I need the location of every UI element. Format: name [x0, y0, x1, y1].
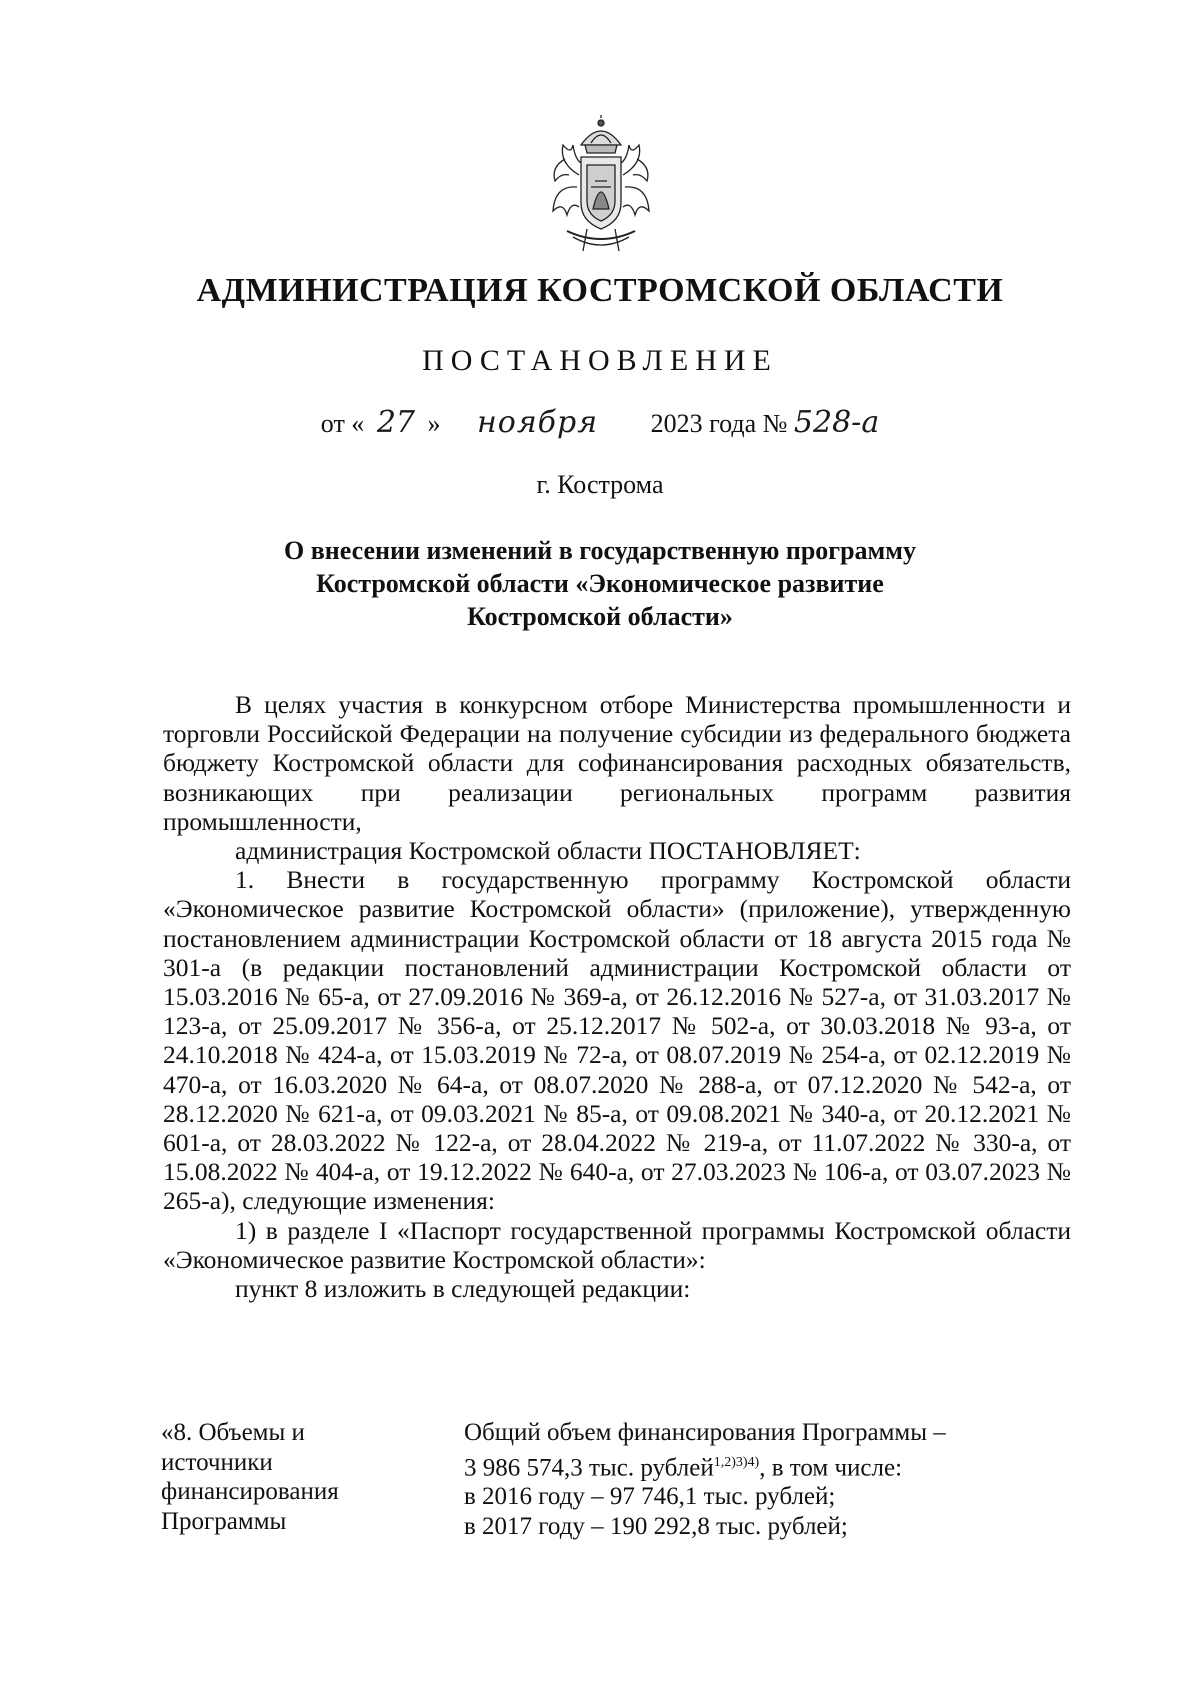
total-line: Общий объем финансирования Программы –	[464, 1419, 946, 1446]
passport-label	[161, 1418, 451, 1536]
city-name: г. Кострома	[536, 470, 664, 499]
year-2017-line: в 2017 году – 190 292,8 тыс. рублей;	[464, 1512, 848, 1540]
document-body	[163, 690, 1071, 1303]
total-amount-line	[464, 1448, 1071, 1483]
agency-name: АДМИНИСТРАЦИЯ КОСТРОМСКОЙ ОБЛАСТИ	[196, 272, 1004, 309]
date-month-handwritten: ноября	[477, 405, 599, 440]
title-line: Костромской области»	[467, 602, 733, 631]
paragraph-subitem-1: 1) в разделе I «Паспорт государственной программы Костромской области «Экономическое развитие Костромской области»:	[163, 1215, 1071, 1274]
date-day-handwritten: 27	[376, 405, 415, 440]
label-line: Программы	[161, 1507, 287, 1535]
document-type: ПОСТАНОВЛЕНИЕ	[422, 344, 778, 377]
date-prefix: от «	[320, 409, 365, 438]
paragraph-point-8: пункт 8 изложить в следующей редакции:	[235, 1274, 691, 1304]
label-line: «8. Объемы и	[161, 1419, 305, 1446]
coat-of-arms-emblem	[543, 115, 659, 255]
total-tail: , в том числе:	[759, 1453, 903, 1481]
footnote-refs: 1,2)3)4)	[713, 1454, 760, 1470]
date-line	[0, 405, 1200, 440]
label-line: финансирования	[161, 1478, 339, 1505]
title-line: Костромской области «Экономическое развитие	[316, 569, 884, 598]
date-mid: »	[427, 409, 441, 438]
title-line: О внесении изменений в государственную программу	[284, 536, 916, 565]
label-line: источники	[161, 1448, 273, 1476]
year-2016-line: в 2016 году – 97 746,1 тыс. рублей;	[464, 1483, 836, 1511]
paragraph-resolves: администрация Костромской области ПОСТАНОВЛЯЕТ:	[235, 836, 861, 866]
paragraph-purpose: В целях участия в конкурсном отборе Министерства промышленности и торговли Российской Федерации на получение субсидии из федерального бюджета бюджету Костромской области для софинансирования расходных обязательств, возникающих при реализации региональных программ развития промышленности,	[163, 690, 1071, 836]
passport-values	[464, 1418, 1071, 1541]
date-year: 2023 года №	[650, 409, 788, 438]
document-title	[0, 534, 1200, 633]
total-amount: 3 986 574,3 тыс. рублей	[464, 1453, 714, 1481]
document-number-handwritten: 528-а	[793, 405, 880, 440]
paragraph-item-1: 1. Внести в государственную программу Костромской области «Экономическое развитие Костромской области» (приложение), утвержденную постановлением администрации Костромской области от 18 августа 2015 года № 301-а (в редакции постановлений администрации Костромской области от 15.03.2016 № 65-а, от 27.09.2016 № 369-а, от 26.12.2016 № 527-а, от 31.03.2017 № 123-а, от 25.09.2017 № 356-а, от 25.12.2017 № 502-а, от 30.03.2018 № 93-а, от 24.10.2018 № 424-а, от 15.03.2019 № 72-а, от 08.07.2019 № 254-а, от 02.12.2019 № 470-а, от 16.03.2020 № 64-а, от 08.07.2020 № 288-а, от 07.12.2020 № 542-а, от 28.12.2020 № 621-а, от 09.03.2021 № 85-а, от 09.08.2021 № 340-а, от 20.12.2021 № 601-а, от 28.03.2022 № 122-а, от 28.04.2022 № 219-а, от 11.07.2022 № 330-а, от 15.08.2022 № 404-а, от 19.12.2022 № 640-а, от 27.03.2023 № 106-а, от 03.07.2023 № 265-а), следующие изменения:	[163, 865, 1071, 1216]
